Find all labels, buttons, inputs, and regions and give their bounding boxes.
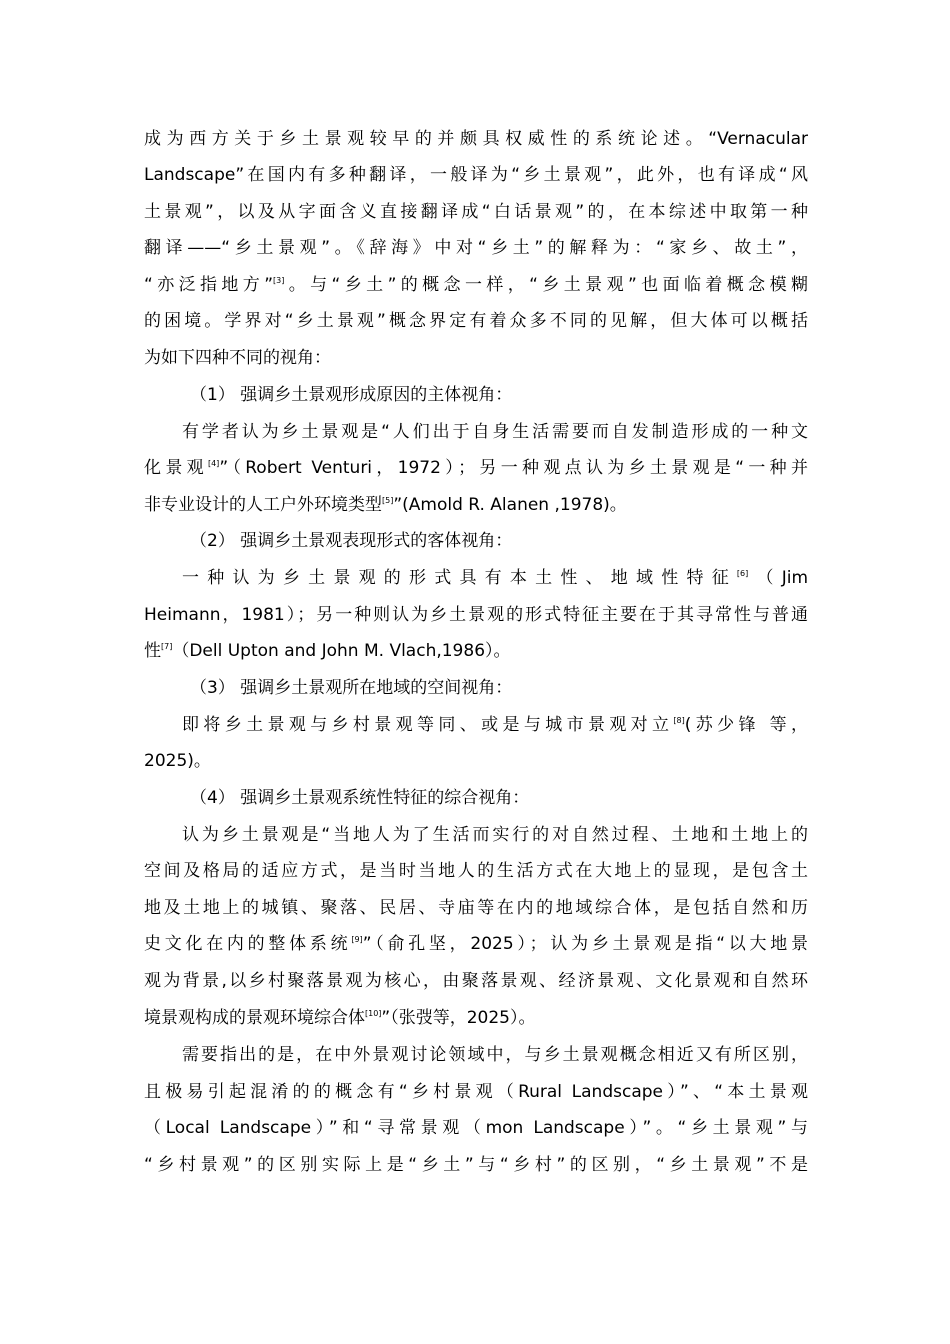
body-text-line: 成为西方关于乡土景观较早的并颇具权威性的系统论述。“Vernacular <box>144 129 808 149</box>
body-text-line <box>144 1003 808 1033</box>
citation-marker: [4] <box>207 459 220 468</box>
body-text-line <box>144 636 808 666</box>
body-text-line: 观为背景,以乡村聚落景观为核心，由聚落景观、经济景观、文化景观和自然环 <box>144 971 808 991</box>
body-text-line <box>144 929 808 959</box>
text-segment: ”（张弢等，2025）。 <box>381 1008 536 1028</box>
text-segment: （Jim <box>748 568 808 588</box>
body-text-line: （Local Landscape）”和“寻常景观（mon Landscape）”。“乡土景观”与 <box>144 1118 808 1138</box>
citation-marker: [8] <box>673 716 685 725</box>
citation-marker: [5] <box>382 496 394 505</box>
body-text-line <box>144 453 808 483</box>
text-segment: “亦泛指地方” <box>144 275 274 295</box>
body-text-line: Heimann，1981）；另一种则认为乡土景观的形式特征主要在于其寻常性与普通 <box>144 605 808 625</box>
body-text-line <box>144 490 808 520</box>
section-heading: （2） 强调乡土景观表现形式的客体视角： <box>190 531 513 551</box>
body-text-line: 需要指出的是，在中外景观讨论领域中，与乡土景观概念相近又有所区别， <box>182 1045 808 1065</box>
text-segment: ”（Robert Venturi，1972）；另一种观点认为乡土景观是“一种并 <box>219 458 808 478</box>
citation-marker: [7] <box>161 642 173 651</box>
section-heading: （1） 强调乡土景观形成原因的主体视角： <box>190 385 513 405</box>
body-text-line <box>182 563 808 593</box>
citation-marker: [6] <box>736 569 749 578</box>
body-text-line: 翻译——“乡土景观”。《辞海》中对“乡土”的解释为：“家乡、故土”， <box>144 238 808 258</box>
text-segment: 性 <box>144 641 161 661</box>
citation-marker: [3] <box>273 276 285 285</box>
body-text-line: 空间及格局的适应方式，是当时当地人的生活方式在大地上的显现，是包含土 <box>144 861 808 881</box>
section-heading: （4） 强调乡土景观系统性特征的综合视角： <box>190 788 530 808</box>
body-text-line <box>144 270 808 300</box>
body-text-line: 地及土地上的城镇、聚落、民居、寺庙等在内的地域综合体，是包括自然和历 <box>144 898 808 918</box>
section-heading: （3） 强调乡土景观所在地域的空间视角： <box>190 678 513 698</box>
text-segment: 即将乡土景观与乡村景观等同、或是与城市景观对立 <box>182 715 674 735</box>
body-text-line: 为如下四种不同的视角： <box>144 348 331 368</box>
body-text-line: 有学者认为乡土景观是“人们出于自身生活需要而自发制造形成的一种文 <box>182 422 808 442</box>
text-segment: 化景观 <box>144 458 208 478</box>
text-segment: 境景观构成的景观环境综合体 <box>144 1008 365 1028</box>
citation-marker: [9] <box>351 935 363 944</box>
text-segment: 史文化在内的整体系统 <box>144 934 352 954</box>
body-text-line: 且极易引起混淆的的概念有“乡村景观（Rural Landscape）”、“本土景观 <box>144 1082 808 1102</box>
citation-marker: [10] <box>365 1009 382 1018</box>
text-segment: 非专业设计的人工户外环境类型 <box>144 495 382 515</box>
body-text-line: Landscape”在国内有多种翻译，一般译为“乡土景观”，此外，也有译成“风 <box>144 165 808 185</box>
text-segment: ”(Amold R. Alanen ,1978)。 <box>393 495 627 515</box>
body-text-line: 土景观”，以及从字面含义直接翻译成“白话景观”的，在本综述中取第一种 <box>144 202 808 222</box>
text-segment: (苏少锋 等， <box>684 715 808 735</box>
text-segment: ”（俞孔坚，2025）；认为乡土景观是指“以大地景 <box>362 934 808 954</box>
body-text-line <box>182 710 808 740</box>
text-segment: （Dell Upton and John M. Vlach,1986）。 <box>172 641 511 661</box>
text-segment: 一种认为乡土景观的形式具有本土性、地域性特征 <box>182 568 737 588</box>
body-text-line: 的困境。学界对“乡土景观”概念界定有着众多不同的见解，但大体可以概括 <box>144 311 808 331</box>
text-segment: 。与“乡土”的概念一样，“乡土景观”也面临着概念模糊 <box>284 275 808 295</box>
body-text-line: 2025)。 <box>144 751 211 771</box>
body-text-line: “乡村景观”的区别实际上是“乡土”与“乡村”的区别，“乡土景观”不是 <box>144 1155 808 1175</box>
body-text-line: 认为乡土景观是“当地人为了生活而实行的对自然过程、土地和土地上的 <box>182 825 808 845</box>
